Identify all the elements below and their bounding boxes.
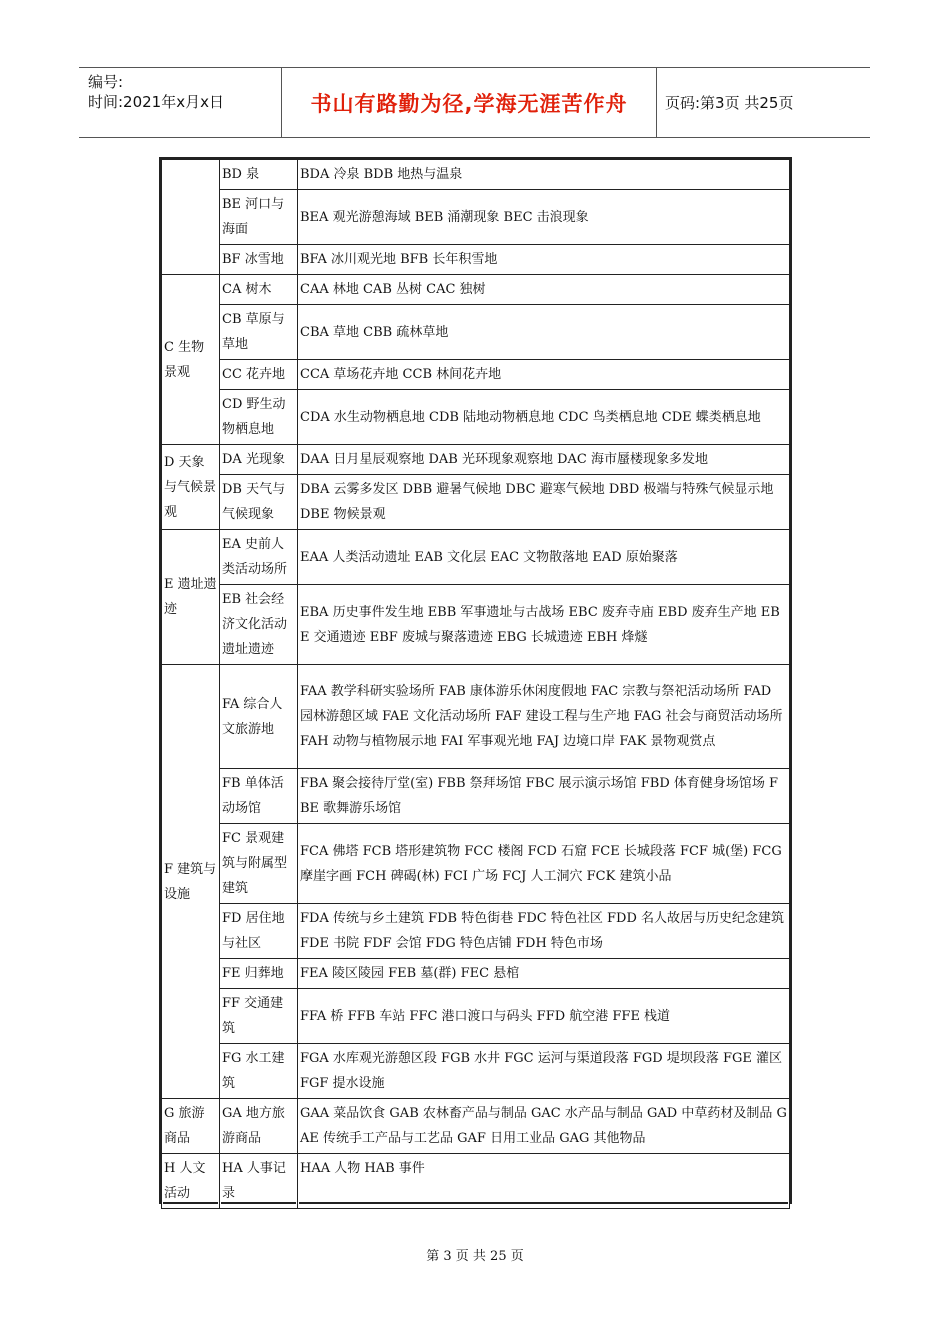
category-label: H 人文活动: [164, 1161, 206, 1201]
subcategory-cell: [220, 585, 298, 665]
category-label: G 旅游商品: [164, 1106, 205, 1146]
subcategory-cell: [220, 390, 298, 445]
category-label: C 生物景观: [164, 339, 205, 380]
table-row: [162, 305, 790, 360]
document-number-label: 编号:: [88, 73, 124, 91]
page-footer: 第 3 页 共 25 页: [426, 1249, 524, 1264]
subcategory-cell: [220, 1044, 298, 1099]
subcategory-label: DA 光现象: [222, 452, 285, 467]
table-row: [162, 475, 790, 530]
table-row: [162, 530, 790, 585]
items-cell: [298, 160, 790, 190]
subcategory-cell: [220, 989, 298, 1044]
table-row: [162, 445, 790, 475]
subcategory-cell: [220, 445, 298, 475]
items-text: CCA 草场花卉地 CCB 林间花卉地: [300, 367, 502, 382]
items-cell: [298, 959, 790, 989]
header-divider: [656, 68, 657, 137]
items-cell: [298, 1099, 790, 1154]
header-motto: 书山有路勤为径,学海无涯苦作舟: [310, 91, 628, 116]
subcategory-cell: [220, 1154, 298, 1209]
items-text: EAA 人类活动遗址 EAB 文化层 EAC 文物散落地 EAD 原始聚落: [300, 549, 678, 565]
items-text: FGA 水库观光游憩区段 FGB 水井 FGC 运河与渠道段落 FGD 堤坝段落 FGE 灌区 FGF 提水设施: [300, 1051, 787, 1091]
subcategory-label: FA 综合人文旅游地: [222, 696, 283, 737]
table-row: [162, 275, 790, 305]
table-row: [162, 190, 790, 245]
subcategory-label: FE 归葬地: [222, 966, 284, 981]
items-text: FAA 教学科研实验场所 FAB 康体游乐休闲度假地 FAC 宗教与祭祀活动场所 FAD 园林游憩区域 FAE 文化活动场所 FAF 建设工程与生产地 FAG 社会与商贸活动场所 FAH 动物与植物展示地 FAI 军事观光地 FAJ 边境口岸 FAK 景物观赏点: [300, 684, 787, 749]
table-row: [162, 1154, 790, 1209]
items-cell: [298, 665, 790, 769]
category-cell: [162, 160, 220, 275]
items-text: BFA 冰川观光地 BFB 长年积雪地: [300, 252, 498, 267]
items-cell: [298, 989, 790, 1044]
items-text: FEA 陵区陵园 FEB 墓(群) FEC 悬棺: [300, 966, 520, 981]
category-cell: [162, 275, 220, 445]
category-cell: [162, 445, 220, 530]
subcategory-cell: [220, 305, 298, 360]
items-cell: [298, 1154, 790, 1209]
table-row: [162, 769, 790, 824]
items-text: CAA 林地 CAB 丛树 CAC 独树: [300, 282, 486, 297]
subcategory-label: BE 河口与海面: [222, 197, 285, 237]
subcategory-label: EA 史前人类活动场所: [222, 537, 288, 577]
category-cell: [162, 1099, 220, 1154]
items-cell: [298, 275, 790, 305]
subcategory-label: DB 天气与气候现象: [222, 482, 286, 522]
items-text: DAA 日月星辰观察地 DAB 光环现象观察地 DAC 海市蜃楼现象多发地: [300, 452, 708, 467]
table-row: [162, 1099, 790, 1154]
classification-table-frame: [159, 157, 792, 1204]
header-page-info: 页码:第3页 共25页: [665, 94, 794, 112]
subcategory-label: CA 树木: [222, 282, 272, 297]
subcategory-cell: [220, 190, 298, 245]
subcategory-label: FB 单体活动场馆: [222, 776, 284, 816]
table-row: [162, 824, 790, 904]
subcategory-cell: [220, 475, 298, 530]
items-cell: [298, 475, 790, 530]
items-text: FFA 桥 FFB 车站 FFC 港口渡口与码头 FFD 航空港 FFE 栈道: [300, 1008, 671, 1024]
subcategory-label: GA 地方旅游商品: [222, 1106, 285, 1146]
items-text: DBA 云雾多发区 DBB 避暑气候地 DBC 避寒气候地 DBD 极端与特殊气候显示地 DBE 物候景观: [300, 482, 778, 522]
category-cell: [162, 665, 220, 1099]
items-text: FDA 传统与乡土建筑 FDB 特色街巷 FDC 特色社区 FDD 名人故居与历史纪念建筑 FDE 书院 FDF 会馆 FDG 特色店铺 FDH 特色市场: [300, 911, 789, 951]
subcategory-label: FG 水工建筑: [222, 1051, 285, 1091]
subcategory-label: CD 野生动物栖息地: [222, 397, 286, 437]
table-row: [162, 390, 790, 445]
page-header: [79, 67, 870, 138]
items-text: EBA 历史事件发生地 EBB 军事遗址与古战场 EBC 废弃寺庙 EBD 废弃生产地 EBE 交通遗迹 EBF 废城与聚落遗迹 EBG 长城遗迹 EBH 烽燧: [300, 604, 780, 645]
subcategory-cell: [220, 360, 298, 390]
subcategory-cell: [220, 245, 298, 275]
subcategory-cell: [220, 904, 298, 959]
subcategory-label: CB 草原与草地: [222, 312, 285, 352]
items-cell: [298, 390, 790, 445]
items-text: CDA 水生动物栖息地 CDB 陆地动物栖息地 CDC 鸟类栖息地 CDE 蝶类栖息地: [300, 409, 761, 425]
items-cell: [298, 824, 790, 904]
items-text: BEA 观光游憩海域 BEB 涌潮现象 BEC 击浪现象: [300, 209, 589, 225]
items-cell: [298, 585, 790, 665]
table-row: [162, 1044, 790, 1099]
subcategory-label: FD 居住地与社区: [222, 911, 285, 951]
items-text: GAA 菜品饮食 GAB 农林畜产品与制品 GAC 水产品与制品 GAD 中草药材及制品 GAE 传统手工产品与工艺品 GAF 日用工业品 GAG 其他物品: [300, 1106, 787, 1146]
items-cell: [298, 1044, 790, 1099]
subcategory-label: HA 人事记录: [222, 1161, 286, 1201]
subcategory-cell: [220, 824, 298, 904]
category-cell: [162, 1154, 220, 1209]
items-cell: [298, 530, 790, 585]
subcategory-cell: [220, 160, 298, 190]
category-label: E 遗址遗迹: [164, 577, 217, 617]
document-time-label: 时间:2021年x月x日: [88, 93, 224, 111]
table-row: [162, 904, 790, 959]
items-cell: [298, 305, 790, 360]
category-label: D 天象与气候景观: [164, 454, 217, 520]
items-text: BDA 冷泉 BDB 地热与温泉: [300, 167, 463, 182]
items-cell: [298, 769, 790, 824]
items-cell: [298, 445, 790, 475]
table-row: [162, 959, 790, 989]
subcategory-cell: [220, 769, 298, 824]
items-cell: [298, 245, 790, 275]
table-row: [162, 665, 790, 769]
subcategory-label: CC 花卉地: [222, 367, 286, 382]
items-cell: [298, 904, 790, 959]
subcategory-cell: [220, 665, 298, 769]
items-cell: [298, 190, 790, 245]
table-row: [162, 160, 790, 190]
header-meta: [88, 72, 282, 112]
items-text: CBA 草地 CBB 疏林草地: [300, 324, 449, 340]
subcategory-cell: [220, 530, 298, 585]
subcategory-cell: [220, 959, 298, 989]
subcategory-label: FC 景观建筑与附属型建筑: [222, 831, 288, 896]
classification-table-body: [162, 160, 790, 1209]
items-cell: [298, 360, 790, 390]
subcategory-cell: [220, 1099, 298, 1154]
subcategory-cell: [220, 275, 298, 305]
table-row: [162, 360, 790, 390]
items-text: FCA 佛塔 FCB 塔形建筑物 FCC 楼阁 FCD 石窟 FCE 长城段落 FCF 城(堡) FCG 摩崖字画 FCH 碑碣(林) FCI 广场 FCJ 人工洞穴 FCK 建筑小品: [300, 843, 786, 884]
subcategory-label: BD 泉: [222, 167, 260, 182]
category-label: F 建筑与设施: [164, 861, 217, 902]
category-cell: [162, 530, 220, 665]
table-row: [162, 245, 790, 275]
table-row: [162, 989, 790, 1044]
subcategory-label: FF 交通建筑: [222, 996, 284, 1036]
classification-table: [161, 159, 790, 1209]
subcategory-label: BF 冰雪地: [222, 252, 284, 267]
items-text: FBA 聚会接待厅堂(室) FBB 祭拜场馆 FBC 展示演示场馆 FBD 体育健身场馆场 FBE 歌舞游乐场馆: [300, 776, 779, 816]
subcategory-label: EB 社会经济文化活动遗址遗迹: [222, 592, 288, 657]
items-text: HAA 人物 HAB 事件: [300, 1161, 425, 1176]
table-row: [162, 585, 790, 665]
